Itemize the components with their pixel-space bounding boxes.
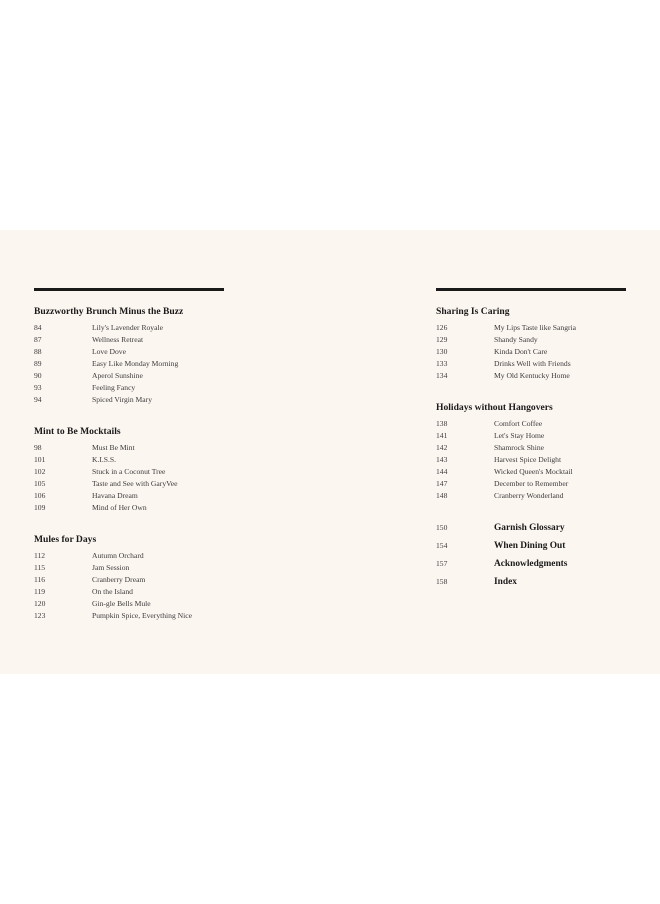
page-number: 98 xyxy=(34,443,42,452)
page-number: 130 xyxy=(436,347,448,356)
entry-title: Cranberry Dream xyxy=(92,575,146,584)
page-number: 90 xyxy=(34,371,42,380)
entry-title: K.I.S.S. xyxy=(92,455,117,464)
left-top-rule xyxy=(34,288,224,291)
section-mules-for-days xyxy=(34,534,294,622)
toc-entry[interactable] xyxy=(34,442,294,454)
page-number: 147 xyxy=(436,479,448,488)
page-number: 142 xyxy=(436,443,448,452)
toc-entry[interactable] xyxy=(436,322,660,334)
toc-entry[interactable] xyxy=(436,442,660,454)
page-number: 94 xyxy=(34,395,42,404)
entry-title: Jam Session xyxy=(92,563,130,572)
entry-title: Must Be Mint xyxy=(92,443,135,452)
toc-entry[interactable] xyxy=(436,478,660,490)
toc-entry-index[interactable] xyxy=(436,573,660,591)
entry-title: Comfort Coffee xyxy=(494,419,543,428)
toc-entry[interactable] xyxy=(34,550,294,562)
toc-entry[interactable] xyxy=(34,394,294,406)
entry-title: Index xyxy=(494,577,517,587)
page-number: 89 xyxy=(34,359,42,368)
right-top-rule xyxy=(436,288,626,291)
toc-entry[interactable] xyxy=(34,598,294,610)
toc-entry[interactable] xyxy=(34,466,294,478)
entry-title: On the Island xyxy=(92,587,133,596)
page-number: 84 xyxy=(34,323,42,332)
toc-entry[interactable] xyxy=(34,382,294,394)
entry-title: Stuck in a Coconut Tree xyxy=(92,467,166,476)
toc-entry[interactable] xyxy=(436,454,660,466)
toc-entry[interactable] xyxy=(34,370,294,382)
page-number: 157 xyxy=(436,559,448,568)
toc-entry[interactable] xyxy=(34,586,294,598)
section-title: Sharing Is Caring xyxy=(436,306,510,317)
entry-title: Easy Like Monday Morning xyxy=(92,359,179,368)
entry-title: Wellness Retreat xyxy=(92,335,144,344)
toc-entry[interactable] xyxy=(34,346,294,358)
toc-entry[interactable] xyxy=(436,430,660,442)
entry-title: Wicked Queen's Mocktail xyxy=(494,467,573,476)
page-number: 101 xyxy=(34,455,46,464)
page-number: 134 xyxy=(436,371,448,380)
page-number: 93 xyxy=(34,383,42,392)
entry-title: Feeling Fancy xyxy=(92,383,136,392)
toc-entry[interactable] xyxy=(34,358,294,370)
entry-title: When Dining Out xyxy=(494,541,566,551)
toc-entry[interactable] xyxy=(436,346,660,358)
toc-entry[interactable] xyxy=(436,334,660,346)
toc-entry[interactable] xyxy=(34,334,294,346)
entry-title: Aperol Sunshine xyxy=(92,371,143,380)
toc-entry[interactable] xyxy=(34,562,294,574)
toc-entry[interactable] xyxy=(436,418,660,430)
entry-title: Acknowledgments xyxy=(494,559,568,569)
page-number: 112 xyxy=(34,551,46,560)
entry-title: Cranberry Wonderland xyxy=(494,491,564,500)
section-buzzworthy-brunch xyxy=(34,306,294,406)
page-number: 123 xyxy=(34,611,46,620)
entry-title: Drinks Well with Friends xyxy=(494,359,571,368)
page-number: 116 xyxy=(34,575,46,584)
entry-title: Autumn Orchard xyxy=(92,551,144,560)
entry-title: My Lips Taste like Sangria xyxy=(494,323,577,332)
toc-entry[interactable] xyxy=(34,478,294,490)
toc-entry[interactable] xyxy=(436,358,660,370)
page-number: 141 xyxy=(436,431,448,440)
toc-entry[interactable] xyxy=(436,370,660,382)
section-sharing-is-caring xyxy=(436,306,660,382)
book-spread xyxy=(0,230,660,674)
entry-title: Love Dove xyxy=(92,347,126,356)
page-number: 126 xyxy=(436,323,448,332)
entry-title: Pumpkin Spice, Everything Nice xyxy=(92,611,192,620)
page-number: 144 xyxy=(436,467,448,476)
toc-entry-when-dining-out[interactable] xyxy=(436,537,660,555)
section-title: Mules for Days xyxy=(34,534,97,545)
back-matter xyxy=(436,519,660,591)
toc-entry[interactable] xyxy=(34,490,294,502)
page-number: 154 xyxy=(436,541,448,550)
page-number: 129 xyxy=(436,335,448,344)
entry-title: Taste and See with GaryVee xyxy=(92,479,178,488)
toc-entry[interactable] xyxy=(34,574,294,586)
entry-title: December to Remember xyxy=(494,479,569,488)
entry-title: Garnish Glossary xyxy=(494,523,565,533)
entry-title: Kinda Don't Care xyxy=(494,347,548,356)
section-title: Buzzworthy Brunch Minus the Buzz xyxy=(34,306,184,317)
entry-title: My Old Kentucky Home xyxy=(494,371,570,380)
entry-title: Gin-gle Bells Mule xyxy=(92,599,151,608)
page-number: 88 xyxy=(34,347,42,356)
page-number: 119 xyxy=(34,587,46,596)
section-title: Holidays without Hangovers xyxy=(436,402,553,413)
entry-title: Spiced Virgin Mary xyxy=(92,395,153,404)
toc-entry-acknowledgments[interactable] xyxy=(436,555,660,573)
entry-title: Shandy Sandy xyxy=(494,335,538,344)
toc-entry[interactable] xyxy=(34,610,294,622)
page-number: 133 xyxy=(436,359,448,368)
page-number: 158 xyxy=(436,577,448,586)
section-holidays-without-hangovers xyxy=(436,402,660,502)
page-number: 87 xyxy=(34,335,42,344)
toc-entry[interactable] xyxy=(436,466,660,478)
toc-entry[interactable] xyxy=(34,502,294,514)
page-number: 109 xyxy=(34,503,46,512)
entry-title: Mind of Her Own xyxy=(92,503,147,512)
page-number: 148 xyxy=(436,491,448,500)
page-number: 138 xyxy=(436,419,448,428)
page-number: 120 xyxy=(34,599,46,608)
page-number: 150 xyxy=(436,523,448,532)
toc-entry[interactable] xyxy=(34,454,294,466)
section-mint-to-be-mocktails xyxy=(34,426,294,514)
section-title: Mint to Be Mocktails xyxy=(34,426,121,437)
page-number: 115 xyxy=(34,563,46,572)
page-number: 105 xyxy=(34,479,46,488)
entry-title: Lily's Lavender Royale xyxy=(92,323,163,332)
page-number: 102 xyxy=(34,467,46,476)
page-number: 106 xyxy=(34,491,46,500)
toc-entry[interactable] xyxy=(34,322,294,334)
page-number: 143 xyxy=(436,455,448,464)
toc-entry-garnish-glossary[interactable] xyxy=(436,519,660,537)
entry-title: Let's Stay Home xyxy=(494,431,545,440)
entry-title: Harvest Spice Delight xyxy=(494,455,562,464)
entry-title: Havana Dream xyxy=(92,491,138,500)
toc-entry[interactable] xyxy=(436,490,660,502)
entry-title: Shamrock Shine xyxy=(494,443,544,452)
